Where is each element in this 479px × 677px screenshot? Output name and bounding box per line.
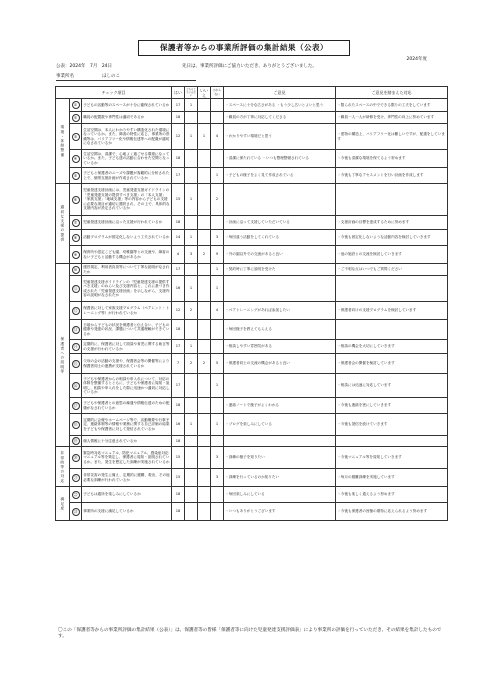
row-number	[70, 124, 82, 150]
opinion: ・計画に沿って支援していただいている	[224, 216, 336, 230]
count-unknown	[211, 99, 224, 112]
opinion: ・スペースに十分な広さがある ・もう少し広いとよいと思う	[224, 99, 336, 112]
count-no	[198, 276, 211, 302]
table-row	[56, 340, 448, 354]
count-unknown	[211, 398, 224, 414]
table-row	[56, 414, 448, 436]
row-number-badge: ②	[72, 114, 80, 122]
row-number	[70, 168, 82, 184]
response	[336, 276, 448, 302]
count-neutral: 2	[185, 302, 198, 320]
col-header-no: いいえ	[198, 87, 211, 99]
count-neutral: 1	[185, 276, 198, 302]
response: ・他の施設との交流を検討していきます	[336, 246, 448, 264]
row-number-badge: ⑬	[72, 326, 80, 334]
check-item: 職員の配置数や専門性は適切であるか	[82, 112, 172, 124]
check-item: 児童発達支援計画に沿った支援が行われているか	[82, 216, 172, 230]
row-number	[70, 302, 82, 320]
table-row	[56, 503, 448, 521]
count-unknown: 5	[211, 354, 224, 374]
count-neutral: 1	[185, 414, 198, 436]
row-number	[70, 469, 82, 487]
opinion: ・わかりやすい環境だと思う	[224, 124, 336, 150]
count-yes: 12	[172, 124, 185, 150]
count-neutral	[185, 150, 198, 168]
row-number-badge: ⑳	[72, 454, 80, 462]
count-yes: 16	[172, 276, 185, 302]
response: ・今後も楽しく通えるよう努めます	[336, 487, 448, 503]
col-header-unknown: わからない	[211, 87, 224, 99]
row-number-badge: ⑦	[72, 219, 80, 227]
count-neutral: 1	[185, 340, 198, 354]
opinion: ・保護者同士の交流の機会があると良い	[224, 354, 336, 374]
count-no	[198, 150, 211, 168]
table-row	[56, 246, 448, 264]
count-yes: 17	[172, 264, 185, 276]
table-row	[56, 487, 448, 503]
response: ・今後も清潔な環境を保てるよう努めます	[336, 150, 448, 168]
row-number	[70, 216, 82, 230]
check-item: 子どもは通所を楽しみにしているか	[82, 487, 172, 503]
row-number-badge: ③	[72, 133, 80, 141]
check-item: 活動プログラムが固定化しないよう工夫されているか	[82, 230, 172, 246]
row-number-badge: ⑫	[72, 307, 80, 315]
response: ・今後も発信を続けていきます	[336, 414, 448, 436]
opinion: ・いつもありがとうございます	[224, 503, 336, 521]
row-number-badge: ④	[72, 155, 80, 163]
row-number-badge: ㉑	[72, 474, 80, 482]
row-number	[70, 150, 82, 168]
count-no	[198, 447, 211, 469]
opinion: ・ペアトレーニングがあれば参加したい	[224, 302, 336, 320]
count-neutral: 3	[185, 246, 198, 264]
table-row	[56, 112, 448, 124]
row-number-badge: ㉒	[72, 491, 80, 499]
count-neutral: 1	[185, 184, 198, 216]
row-number	[70, 354, 82, 374]
opinion	[224, 276, 336, 302]
response	[336, 436, 448, 447]
table-row	[56, 469, 448, 487]
table-row	[56, 436, 448, 447]
response: ・建物の構造上、バリアフリー化は難しいですが、配慮をしています	[336, 124, 448, 150]
count-neutral	[185, 168, 198, 184]
row-number	[70, 374, 82, 398]
count-no	[198, 112, 211, 124]
response: ・支援計画の目標を達成するために努めます	[336, 216, 448, 230]
category-env: 環境・体制整備	[56, 99, 70, 184]
count-yes: 7	[172, 354, 185, 374]
response: ・今後も連絡を密にしていきます	[336, 398, 448, 414]
table-row	[56, 276, 448, 302]
row-number	[70, 436, 82, 447]
table-row	[56, 302, 448, 320]
count-neutral: 2	[185, 354, 198, 374]
row-number-badge: ⑧	[72, 234, 80, 242]
count-yes: 15	[172, 469, 185, 487]
opinion: ・外の園以外での交流があると良い	[224, 246, 336, 264]
check-item: 非常災害の発生に備え、定期的に避難、救出、その他必要な訓練が行われているか	[82, 469, 172, 487]
count-neutral	[185, 447, 198, 469]
response: ・限られたスペースの中でできる限りの工夫をしています	[336, 99, 448, 112]
count-yes: 14	[172, 230, 185, 246]
opinion: ・契約時に丁寧に説明を受けた	[224, 264, 336, 276]
count-unknown: 3	[211, 230, 224, 246]
table-row	[56, 354, 448, 374]
count-neutral: 1	[185, 99, 198, 112]
count-yes: 18	[172, 503, 185, 521]
check-item: 保育所や認定こども園、幼稚園等との交流や、障害のない子どもと活動する機会があるか	[82, 246, 172, 264]
response: ・今後マニュアル等を周知していきます	[336, 447, 448, 469]
row-number	[70, 398, 82, 414]
count-yes: 15	[172, 447, 185, 469]
count-unknown	[211, 216, 224, 230]
opinion: ・連絡ノートで様子がよくわかる	[224, 398, 336, 414]
response: ・毎月の避難訓練を実施しています	[336, 469, 448, 487]
count-yes: 12	[172, 302, 185, 320]
facility-row	[56, 73, 196, 81]
count-no	[198, 99, 211, 112]
count-no	[198, 340, 211, 354]
count-neutral	[185, 112, 198, 124]
response: ・保護者向けの支援プログラムを検討しています	[336, 302, 448, 320]
count-no	[198, 436, 211, 447]
count-no: 1	[198, 124, 211, 150]
count-no	[198, 302, 211, 320]
count-unknown	[211, 503, 224, 521]
count-unknown	[211, 320, 224, 340]
table-row	[56, 320, 448, 340]
count-no	[198, 503, 211, 521]
count-no	[198, 320, 211, 340]
row-number	[70, 340, 82, 354]
row-number-badge: ⑩	[72, 266, 80, 274]
count-unknown: 4	[211, 302, 224, 320]
count-yes: 18	[172, 216, 185, 230]
count-unknown: 9	[211, 246, 224, 264]
col-header-neutral: どちらともいえない	[186, 88, 196, 98]
table-row	[56, 398, 448, 414]
col-header-item: チェック項目	[56, 87, 172, 99]
opinion	[224, 184, 336, 216]
opinion	[224, 436, 336, 447]
row-number-badge: ⑲	[72, 437, 80, 445]
count-unknown: 3	[211, 469, 224, 487]
check-item: 子どもや保護者との意思の疎通や情報伝達のための配慮がなされているか	[82, 398, 172, 414]
row-number-badge: ⑤	[72, 172, 80, 180]
count-neutral	[185, 320, 198, 340]
opinion: ・毎回違う活動をしてくれている	[224, 230, 336, 246]
check-item: 生活空間は、本人にわかりやすい構造化された環境になっているか。また、障害の特性に応じ、事業所の設備等は、バリアフリー化や情報伝達等への配慮が適切になされているか	[82, 124, 172, 150]
footer-note: 〇この「保護者等からの事業所評価の集計結果（公表）」は、保護者等の皆様「保護者等に向けた児童発達支援評価表」により事業所の評価を行っていただき、その結果を集計したものです。	[58, 628, 442, 640]
response	[336, 184, 448, 216]
count-unknown: 4	[211, 124, 224, 150]
count-neutral	[185, 487, 198, 503]
count-unknown: 1	[211, 414, 224, 436]
row-number-badge: ⑭	[72, 343, 80, 351]
table-row	[56, 230, 448, 246]
row-number	[70, 447, 82, 469]
count-yes: 18	[172, 320, 185, 340]
row-number	[70, 264, 82, 276]
category-satisfaction: 満足度	[56, 487, 70, 521]
count-no	[198, 184, 211, 216]
response: ・保護者会の開催を検討しています	[336, 354, 448, 374]
row-number-badge: ⑥	[72, 196, 80, 204]
count-yes: 18	[172, 112, 185, 124]
table-row	[56, 184, 448, 216]
response: ・ご不明な点はいつでもご質問ください	[336, 264, 448, 276]
col-header-yes: はい	[172, 87, 185, 99]
count-no: 2	[198, 246, 211, 264]
table-row	[56, 99, 448, 112]
opinion	[224, 374, 336, 398]
check-item: 子どもと保護者のニーズや課題が客観的に分析された上で、個別支援計画が作成されているか	[82, 168, 172, 184]
count-no	[198, 374, 211, 398]
count-yes: 17	[172, 340, 185, 354]
table-header-row	[56, 87, 448, 99]
response: ・相談には迅速に対応しています	[336, 374, 448, 398]
count-yes: 18	[172, 487, 185, 503]
count-no	[198, 264, 211, 276]
response: ・今後も丁寧なアセスメントを行い計画を作成します	[336, 168, 448, 184]
count-unknown: 1	[211, 374, 224, 398]
table-row	[56, 374, 448, 398]
count-yes: 18	[172, 436, 185, 447]
opinion: ・子どもの様子をよく見て作成されている	[224, 168, 336, 184]
opinion: ・清潔に保たれている ・いつも整理整頓されている	[224, 150, 336, 168]
row-number-badge: ⑰	[72, 402, 80, 410]
count-unknown	[211, 340, 224, 354]
facility-label: 事業所名	[56, 74, 74, 79]
count-neutral	[185, 398, 198, 414]
count-unknown	[211, 112, 224, 124]
count-neutral	[185, 436, 198, 447]
count-yes: 17	[172, 168, 185, 184]
opinion: ・ブログを楽しみにしている	[224, 414, 336, 436]
check-item: 定期的に会報やホームページ等で、活動概要や行事予定、連絡体制等の情報や業務に関する自己評価の結果を子どもや保護者に対して発信されているか	[82, 414, 172, 436]
facility-name: ほしのこ	[102, 74, 120, 79]
row-number-badge: ⑯	[72, 382, 80, 390]
opinion: ・毎回楽しみにしている	[224, 487, 336, 503]
row-number-badge: ⑨	[72, 251, 80, 259]
check-item: 定期的に、保護者に対して面談や育児に関する助言等の支援が行われているか	[82, 340, 172, 354]
table-row	[56, 168, 448, 184]
publication-date: 公表：2024年 7月 24日	[56, 64, 113, 69]
response: ・相談の機会を大切にしていきます	[336, 340, 448, 354]
count-yes: 18	[172, 398, 185, 414]
opinion: ・職員の方が丁寧に対応してくださる	[224, 112, 336, 124]
opinion: ・訓練の様子を知りたい	[224, 447, 336, 469]
table-row	[56, 124, 448, 150]
category-parents: 保護者への説明等	[56, 264, 70, 447]
check-item: 運営規定、利用者負担等について丁寧な説明がなされたか	[82, 264, 172, 276]
col-header-opinion: ご意見	[224, 87, 336, 99]
row-number-badge: ⑪	[72, 285, 80, 293]
table-row	[56, 264, 448, 276]
count-no	[198, 168, 211, 184]
row-number	[70, 184, 82, 216]
count-yes: 15	[172, 184, 185, 216]
response: ・今後も固定化しないような活動内容を検討していきます	[336, 230, 448, 246]
count-unknown	[211, 436, 224, 447]
col-header-response: ご意見を踏まえた対応	[336, 87, 448, 99]
count-neutral	[185, 469, 198, 487]
check-item: 保護者に対して家族支援プログラム（ペアレント・トレーニング等）が行われているか	[82, 302, 172, 320]
check-item: 個人情報に十分注意されているか	[82, 436, 172, 447]
check-item: 事業所の支援に満足しているか	[82, 503, 172, 521]
check-item: 日頃から子どもの状況を保護者と伝え合い、子どもの健康や発達の状況、課題について共通理解ができているか	[82, 320, 172, 340]
count-neutral	[185, 503, 198, 521]
check-item: 児童発達支援ガイドラインの「児童発達支援の提供すべき支援」のねらい及び支援内容と、これに基づき作成された「児童発達支援計画」を示しながら、支援内容の説明がなされたか	[82, 276, 172, 302]
count-unknown: 1	[211, 168, 224, 184]
count-yes: 16	[172, 414, 185, 436]
row-number	[70, 320, 82, 340]
count-no	[198, 414, 211, 436]
count-neutral	[185, 264, 198, 276]
row-number-badge: ⑱	[72, 421, 80, 429]
category-support: 適切な支援の提供	[56, 184, 70, 264]
count-no	[198, 216, 211, 230]
response: ・今後も保護者の皆様の期待に応えられるよう努めます	[336, 503, 448, 521]
count-unknown: 1	[211, 276, 224, 302]
row-number	[70, 414, 82, 436]
table-row	[56, 447, 448, 469]
check-item: 子どもの活動等のスペースが十分に確保されているか	[82, 99, 172, 112]
check-item: 児童発達支援計画には、児童発達支援ガイドラインの「児童発達支援の提供すべき支援」の「本人支援」「家族支援」「地域支援」等の内容から子どもの支援に必要な項目が適切に選択され、その上で、具体的な支援内容が設定されているか	[82, 184, 172, 216]
count-neutral: 1	[185, 124, 198, 150]
row-number	[70, 246, 82, 264]
table-row	[56, 216, 448, 230]
row-number	[70, 503, 82, 521]
opinion: ・相談しやすい雰囲気がある	[224, 340, 336, 354]
evaluation-table	[55, 86, 448, 521]
count-unknown	[211, 150, 224, 168]
count-unknown: 3	[211, 447, 224, 469]
row-number	[70, 487, 82, 503]
check-item: 子どもや保護者からの相談や申入れについて、対応の体制を整備するとともに、子どもや保護者に周知・説明し、相談や申入れをした際に迅速かつ適切に対応しているか	[82, 374, 172, 398]
count-yes: 18	[172, 150, 185, 168]
opinion: ・訓練を行っているのか知りたい	[224, 469, 336, 487]
row-number	[70, 99, 82, 112]
response: ・職員一人一人が研修を受け、専門性の向上に努めています	[336, 112, 448, 124]
category-emergency: 非常時等の対応	[56, 447, 70, 487]
check-item: 緊急時対応マニュアル、防犯マニュアル、感染症対応マニュアル等を策定し、保護者に周知・説明されているか。また、発生を想定した訓練が実施されているか	[82, 447, 172, 469]
thanks-note: 先日は、事業所評価にご協力いただき、ありがとうございました。	[182, 64, 317, 69]
row-number-badge: ㉓	[72, 508, 80, 516]
count-yes: 17	[172, 99, 185, 112]
count-no	[198, 469, 211, 487]
count-neutral	[185, 216, 198, 230]
check-item: 生活空間は、清潔で、心地よく過ごせる環境になっているか。また、子ども達の活動に合わせた空間となっているか	[82, 150, 172, 168]
check-item: 父母の会の活動の支援や、保護者会等の開催等により保護者同士の連携が支援されているか	[82, 354, 172, 374]
count-neutral: 1	[185, 230, 198, 246]
count-yes: 17	[172, 374, 185, 398]
count-no	[198, 487, 211, 503]
year-label: 2024年度	[406, 57, 427, 62]
row-number-badge: ①	[72, 101, 80, 109]
count-yes: 4	[172, 246, 185, 264]
row-number	[70, 112, 82, 124]
table-row	[56, 150, 448, 168]
opinion: ・毎回様子を教えてもらえる	[224, 320, 336, 340]
response	[336, 320, 448, 340]
count-no	[198, 398, 211, 414]
page-title: 保護者等からの事業所評価の集計結果（公表）	[138, 40, 350, 56]
count-no: 2	[198, 354, 211, 374]
count-unknown	[211, 487, 224, 503]
count-neutral	[185, 374, 198, 398]
row-number	[70, 230, 82, 246]
publication-row	[56, 63, 436, 69]
count-no	[198, 230, 211, 246]
row-number-badge: ⑮	[72, 360, 80, 368]
row-number	[70, 276, 82, 302]
count-unknown: 1	[211, 264, 224, 276]
count-unknown: 2	[211, 184, 224, 216]
